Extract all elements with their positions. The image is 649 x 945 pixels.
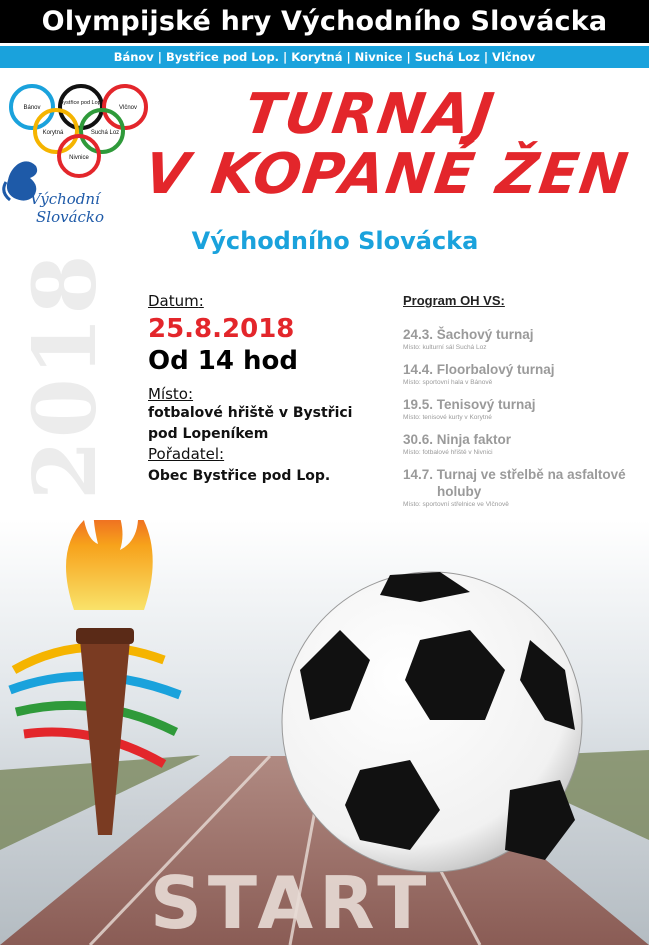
event-date: 25.8.2018 [148, 314, 295, 344]
region-logo-line1: Východní [30, 190, 100, 208]
organizer-label: Pořadatel: [148, 445, 225, 463]
vychodni-slovacko-logo [0, 156, 122, 240]
organizer-value: Obec Bystřice pod Lop. [148, 468, 331, 484]
stadium-scene [0, 520, 649, 945]
program-title: Program OH VS: [403, 293, 505, 308]
subtitle: Východního Slovácka [191, 227, 479, 255]
event-place: Místo: sportovní střelnice ve Vlčnově [403, 501, 509, 508]
date-label: Datum: [148, 292, 204, 310]
event-name: 19.5. Tenisový turnaj [403, 397, 536, 412]
place-label: Místo: [148, 385, 194, 403]
place-line-2: pod Lopeníkem [148, 426, 269, 442]
event-name: 30.6. Ninja faktor [403, 432, 512, 447]
ring-label: Suchá Loz [90, 130, 120, 136]
event-place: Místo: fotbalové hřiště v Nivnici [403, 449, 493, 456]
ring-label: Bystřice pod Lop. [59, 100, 103, 106]
ring-label: Korytná [42, 130, 64, 136]
program-event [403, 326, 643, 351]
program-event [403, 466, 643, 508]
header-title: Olympijské hry Východního Slovácka [0, 0, 649, 43]
place-line-1: fotbalové hřiště v Bystřici [148, 405, 353, 421]
region-logo-line2: Slovácko [36, 208, 105, 226]
event-name-cont: holuby [437, 484, 482, 499]
program-event [403, 361, 643, 386]
title-line-2: V KOPANÉ ŽEN [140, 142, 634, 207]
event-place: Místo: kulturní sál Suchá Loz [403, 344, 487, 351]
year-vertical: 2018 [15, 252, 116, 500]
event-name: 14.7. Turnaj ve střelbě na asfaltové [403, 467, 626, 482]
event-name: 14.4. Floorbalový turnaj [403, 362, 555, 377]
event-name: 24.3. Šachový turnaj [403, 327, 534, 342]
title-line-1: TURNAJ [240, 82, 500, 147]
program-event [403, 431, 643, 456]
track-start-text: START [150, 861, 433, 945]
ring-label: Nivnice [69, 155, 89, 161]
soccer-ball-icon [282, 572, 582, 872]
event-info [148, 292, 378, 487]
event-time: Od 14 hod [148, 346, 298, 376]
ring-label: Bánov [23, 105, 41, 111]
program-list [403, 293, 643, 553]
event-place: Místo: sportovní hala v Bánově [403, 379, 493, 386]
towns-bar: Bánov | Bystřice pod Lop. | Korytná | Nivnice | Suchá Loz | Vlčnov [0, 46, 649, 68]
event-place: Místo: tenisové kurty v Korytné [403, 414, 492, 421]
program-event [403, 396, 643, 421]
ring-label: Vlčnov [118, 105, 138, 111]
